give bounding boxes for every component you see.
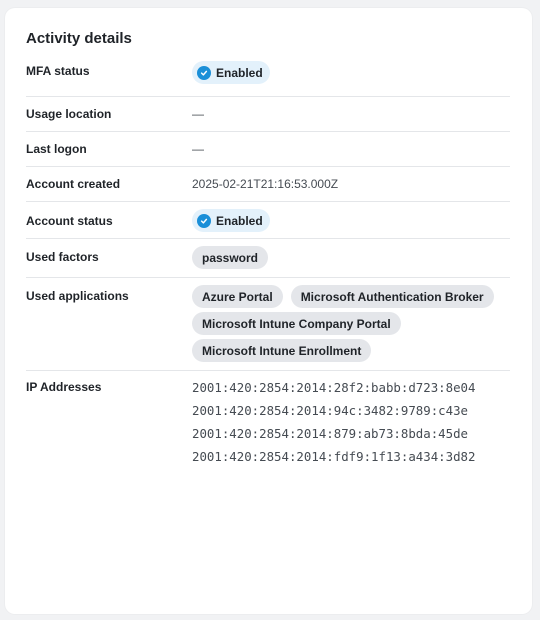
application-chip: Azure Portal <box>192 285 283 308</box>
details-list <box>26 61 510 468</box>
panel-title: Activity details <box>26 30 132 47</box>
account-created-label: Account created <box>26 177 121 191</box>
row-mfa-status <box>26 61 510 97</box>
account-status-text: Enabled <box>216 213 263 228</box>
row-account-status <box>26 202 510 239</box>
application-chip: Microsoft Intune Enrollment <box>192 339 371 362</box>
activity-details-panel <box>5 8 532 614</box>
check-circle-icon <box>197 66 211 80</box>
mfa-status-badge <box>192 61 270 84</box>
application-chip: Microsoft Authentication Broker <box>291 285 494 308</box>
factor-chip: password <box>192 246 268 269</box>
mfa-status-text: Enabled <box>216 65 263 80</box>
row-usage-location <box>26 97 510 132</box>
mfa-status-label: MFA status <box>26 64 90 78</box>
usage-location-label: Usage location <box>26 107 112 121</box>
account-status-label: Account status <box>26 214 113 228</box>
ip-address: 2001:420:2854:2014:28f2:babb:d723:8e04 <box>192 380 476 395</box>
ip-addresses-label: IP Addresses <box>26 380 102 394</box>
last-logon-label: Last logon <box>26 142 87 156</box>
row-used-applications <box>26 278 510 371</box>
account-created-value: 2025-02-21T21:16:53.000Z <box>192 177 339 191</box>
row-ip-addresses <box>26 371 510 468</box>
row-account-created <box>26 167 510 202</box>
last-logon-value: — <box>192 142 204 156</box>
used-factors-label: Used factors <box>26 250 99 264</box>
usage-location-value: — <box>192 107 204 121</box>
account-status-badge <box>192 209 270 232</box>
ip-address: 2001:420:2854:2014:fdf9:1f13:a434:3d82 <box>192 449 476 464</box>
check-circle-icon <box>197 214 211 228</box>
ip-address: 2001:420:2854:2014:94c:3482:9789:c43e <box>192 403 469 418</box>
application-chip: Microsoft Intune Company Portal <box>192 312 401 335</box>
row-used-factors <box>26 239 510 278</box>
ip-address: 2001:420:2854:2014:879:ab73:8bda:45de <box>192 426 469 441</box>
row-last-logon <box>26 132 510 167</box>
used-applications-label: Used applications <box>26 289 129 303</box>
